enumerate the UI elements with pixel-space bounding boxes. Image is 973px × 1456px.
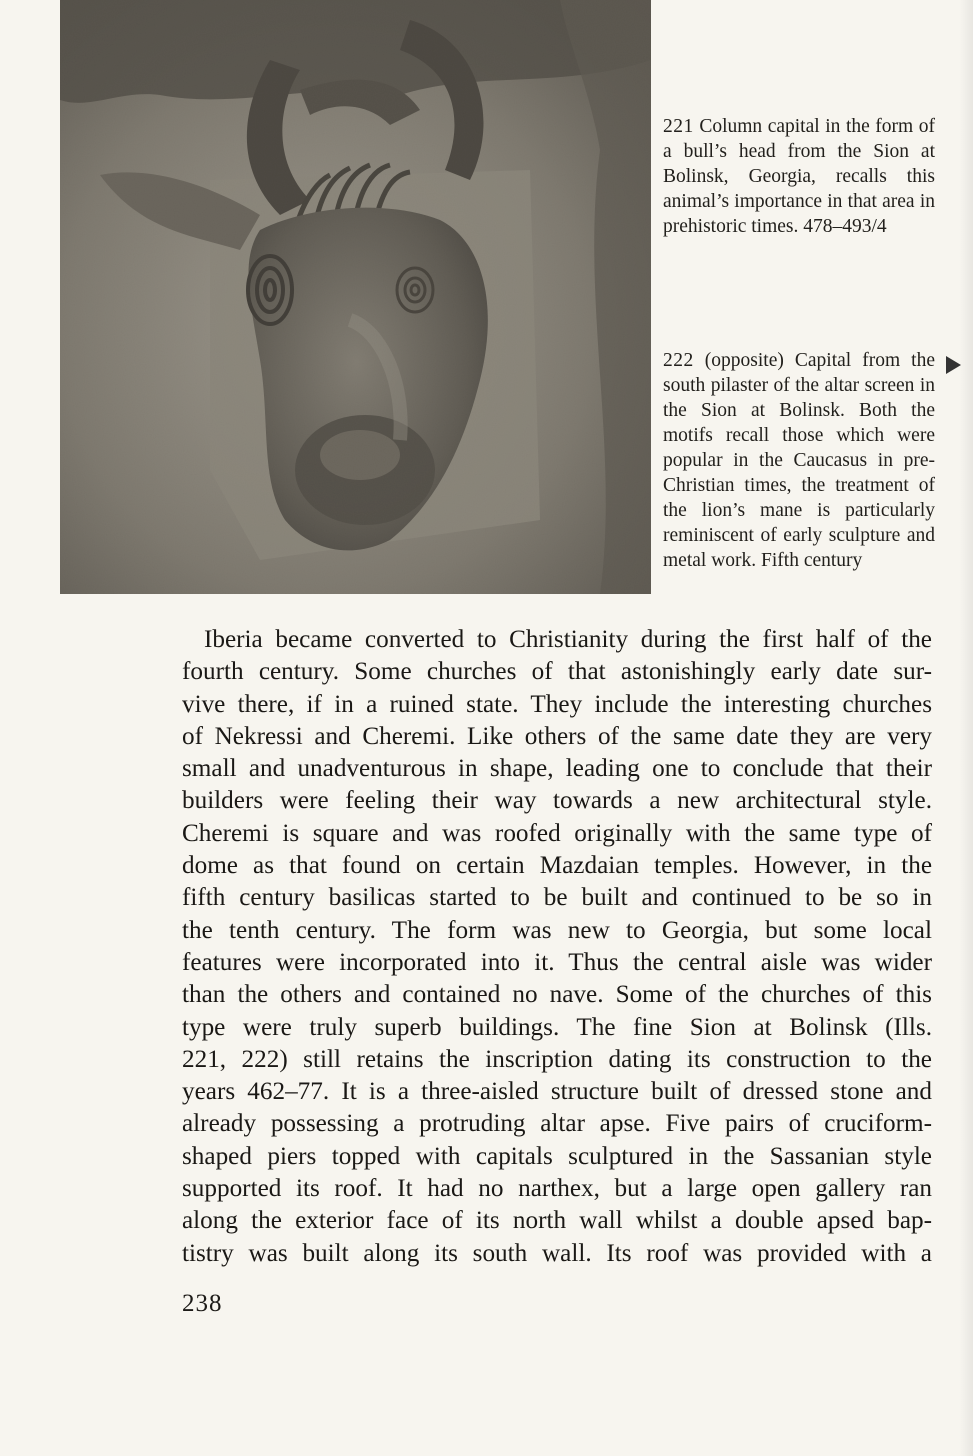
- body-line: of Nekressi and Cheremi. Like others of the same date they are very: [182, 722, 932, 750]
- body-line: fourth century. Some churches of that astonishingly early date sur-: [182, 658, 932, 686]
- body-line: features were incorporated into it. Thus the central aisle was wider: [182, 948, 932, 976]
- body-line: the tenth century. The form was new to Georgia, but some local: [182, 916, 932, 944]
- body-line: vive there, if in a ruined state. They include the interesting churches: [182, 690, 932, 718]
- body-line: than the others and contained no nave. Some of the churches of this: [182, 981, 932, 1009]
- body-line: already possessing a protruding altar apse. Five pairs of cruciform-: [182, 1110, 932, 1138]
- body-line: small and unadventurous in shape, leading one to conclude that their: [182, 755, 932, 783]
- body-line: fifth century basilicas started to be built and continued to be so in: [182, 884, 932, 912]
- bull-head-capital-photo: [60, 0, 651, 594]
- body-paragraph: [182, 624, 932, 1270]
- body-line: years 462–77. It is a three-aisled structure built of dressed stone and: [182, 1078, 932, 1106]
- body-line: 221, 222) still retains the inscription dating its construction to the: [182, 1045, 932, 1073]
- body-line: Cheremi is square and was roofed originally with the same type of: [182, 819, 932, 847]
- caption-221: [663, 114, 935, 239]
- caption-222: [663, 348, 935, 573]
- caption-number: 222: [663, 350, 694, 371]
- body-line: type were truly superb buildings. The fine Sion at Bolinsk (Ills.: [182, 1013, 932, 1041]
- caption-text: (opposite) Capital from the south pilaster of the altar screen in the Sion at Bolinsk. Both the motifs recall those which were popular in the Caucasus in pre-Christian times, the treatment of the lion’s mane is particularly reminiscent of early sculpture and metal work. Fifth century: [663, 350, 935, 571]
- caption-text: Column capital in the form of a bull’s head from the Sion at Bolinsk, Georgia, recalls this animal’s importance in that area in prehistoric times. 478–493/4: [663, 116, 936, 237]
- body-line: builders were feeling their way towards a new architectural style.: [182, 787, 932, 815]
- page-number: 238: [182, 1290, 223, 1317]
- caption-number: 221: [663, 116, 694, 137]
- body-line: shaped piers topped with capitals sculptured in the Sassanian style: [182, 1142, 932, 1170]
- body-line: along the exterior face of its north wall whilst a double apsed bap-: [182, 1207, 932, 1235]
- page-edge-shadow: [959, 0, 973, 1456]
- photo-illustration: [60, 0, 651, 594]
- body-line: tistry was built along its south wall. Its roof was provided with a: [182, 1239, 932, 1267]
- body-line: supported its roof. It had no narthex, but a large open gallery ran: [182, 1175, 932, 1203]
- body-line: dome as that found on certain Mazdaian temples. However, in the: [182, 852, 932, 880]
- body-line: Iberia became converted to Christianity during the first half of the: [204, 626, 932, 653]
